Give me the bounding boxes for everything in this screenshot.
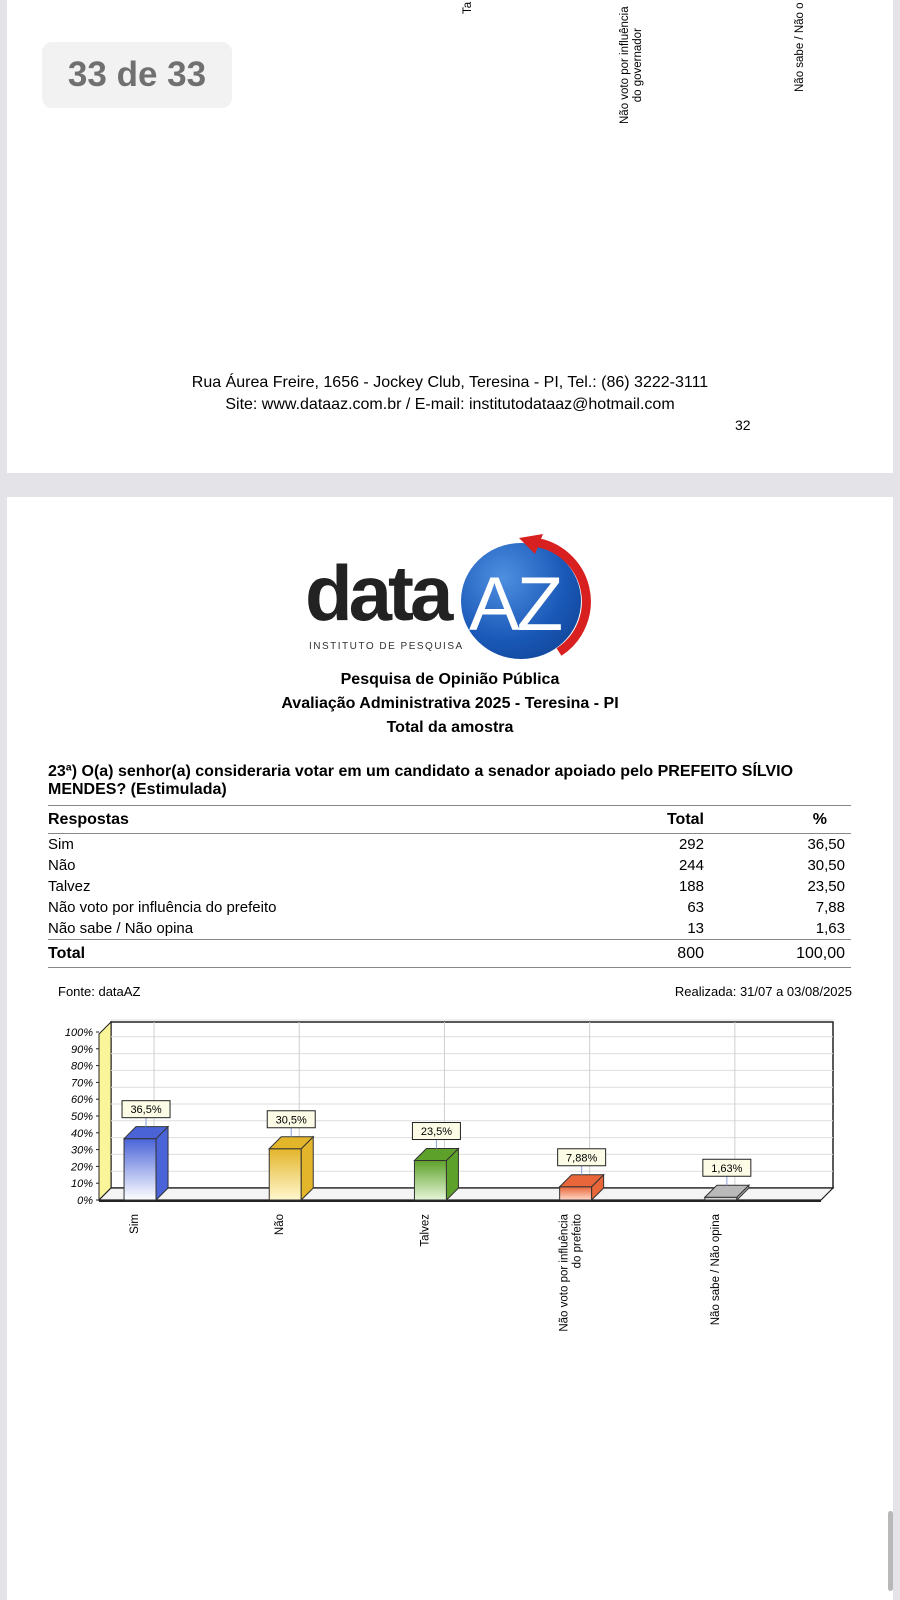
- table-header-row: [48, 806, 851, 834]
- table-row: [48, 834, 851, 856]
- data-label: 7,88%: [566, 1152, 598, 1165]
- x-category-label: Não voto por influência: [558, 1214, 571, 1332]
- total-percent: 100,00: [710, 940, 851, 968]
- cut-axis-label-line: Não sabe / Não o: [794, 2, 806, 92]
- report-subtitle: Avaliação Administrativa 2025 - Teresina - PI: [281, 695, 619, 712]
- y-tick-label: 60%: [70, 1094, 93, 1107]
- row-percent: 30,50: [807, 857, 845, 874]
- row-label: Não sabe / Não opina: [48, 920, 194, 937]
- y-tick-label: 30%: [70, 1144, 93, 1157]
- row-total: 244: [678, 857, 704, 874]
- cut-axis-label-1: [619, 6, 645, 124]
- cut-axis-label-0: [462, 2, 475, 14]
- chart-left-wall: [99, 1022, 111, 1200]
- cut-axis-label-2: [794, 2, 807, 92]
- bar-front: [124, 1139, 156, 1200]
- row-percent: 23,50: [807, 878, 845, 895]
- row-label: Talvez: [48, 878, 91, 895]
- data-label: 23,5%: [420, 1126, 453, 1139]
- y-tick-label: 70%: [70, 1077, 93, 1090]
- cut-axis-label-line: do governador: [632, 28, 644, 103]
- y-tick-label: 100%: [64, 1027, 93, 1039]
- survey-date: Realizada: 31/07 a 03/08/2025: [674, 984, 852, 999]
- header-total: Total: [554, 806, 710, 834]
- table-row: [48, 918, 851, 940]
- logo-subtitle: INSTITUTO DE PESQUISA: [309, 641, 464, 652]
- total-count: 800: [554, 940, 710, 968]
- row-total: 63: [687, 899, 704, 916]
- row-label: Não voto por influência do prefeito: [48, 899, 277, 916]
- report-title: Pesquisa de Opinião Pública: [340, 671, 560, 688]
- y-tick-label: 0%: [77, 1195, 93, 1207]
- row-percent: 1,63: [815, 920, 845, 937]
- y-tick-label: 20%: [70, 1161, 93, 1174]
- y-tick-label: 10%: [70, 1178, 93, 1191]
- row-total: 188: [678, 878, 704, 895]
- header-percent: %: [710, 806, 851, 834]
- page-number: 32: [735, 417, 751, 433]
- x-category-label: Não: [274, 1214, 287, 1236]
- y-tick-label: 50%: [70, 1111, 93, 1123]
- bar-front: [269, 1149, 301, 1200]
- cut-axis-label-line: Não voto por influência: [619, 6, 631, 124]
- data-label: 36,5%: [130, 1104, 162, 1117]
- current-page: [7, 497, 893, 1600]
- logo-word: data: [305, 549, 450, 637]
- y-tick-label: 80%: [70, 1060, 93, 1073]
- cut-axis-label-line: Ta: [462, 1, 474, 14]
- table-row: [48, 876, 851, 897]
- page-counter-badge: 33 de 33: [42, 42, 232, 108]
- table-row: [48, 855, 851, 876]
- bar-chart: [7, 997, 893, 1377]
- dataaz-logo: [307, 538, 599, 674]
- header-responses: Respostas: [48, 806, 554, 834]
- x-category-label: do prefeito: [571, 1214, 584, 1269]
- source-note: Fonte: dataAZ: [58, 984, 141, 999]
- x-category-label: Sim: [129, 1214, 142, 1234]
- data-label: 30,5%: [275, 1114, 307, 1127]
- results-table: [48, 805, 851, 968]
- scrollbar-thumb[interactable]: [888, 1511, 893, 1591]
- sample-label: Total da amostra: [386, 719, 514, 736]
- x-category-label: Talvez: [419, 1214, 432, 1247]
- footer-site: Site: www.dataaz.com.br / E-mail: institutodataaz@hotmail.com: [225, 396, 675, 413]
- question-text: 23ª) O(a) senhor(a) consideraria votar em um candidato a senador apoiado pelo PREFEITO SÍLVIO MENDES? (Estimulada): [48, 763, 794, 798]
- bar-front: [414, 1161, 446, 1200]
- row-percent: 36,50: [807, 836, 845, 853]
- row-label: Não: [48, 857, 76, 874]
- table-row: [48, 897, 851, 918]
- x-category-label: Não sabe / Não opina: [709, 1214, 722, 1326]
- data-label: 1,63%: [711, 1162, 743, 1175]
- row-total: 292: [678, 836, 704, 853]
- table-total-row: [48, 940, 851, 968]
- y-tick-label: 40%: [70, 1127, 93, 1140]
- row-percent: 7,88: [815, 899, 845, 916]
- logo-mark: AZ: [469, 562, 561, 647]
- bar-front: [560, 1187, 592, 1200]
- row-total: 13: [687, 920, 704, 937]
- row-label: Sim: [48, 836, 74, 853]
- bar-side: [156, 1127, 168, 1200]
- y-tick-label: 90%: [70, 1043, 93, 1056]
- total-label: Total: [48, 940, 554, 968]
- footer-address: Rua Áurea Freire, 1656 - Jockey Club, Teresina - PI, Tel.: (86) 3222-3111: [191, 374, 709, 391]
